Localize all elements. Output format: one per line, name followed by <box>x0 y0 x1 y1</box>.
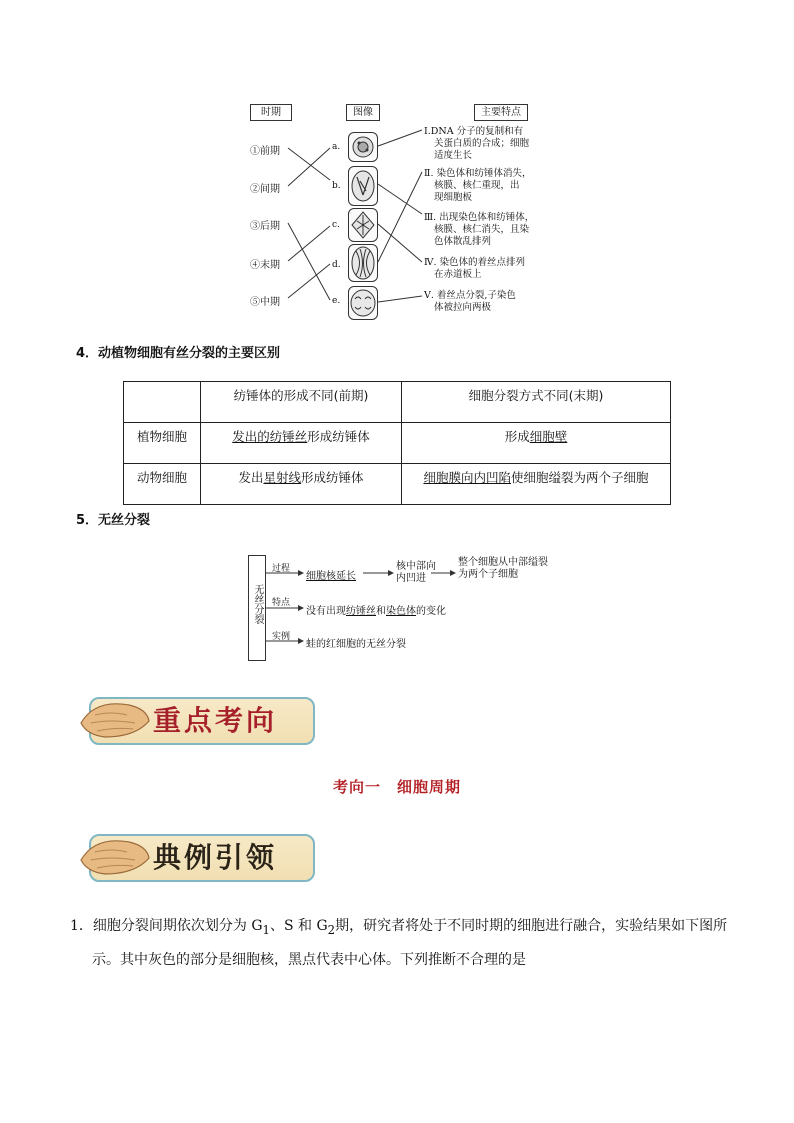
feature-1: Ⅰ.DNA 分子的复制和有 关蛋白质的合成；细胞 适度生长 <box>424 126 530 161</box>
phase-anaphase: ③后期 <box>250 221 280 232</box>
image-letter-d: d. <box>332 260 341 270</box>
feature-text: 没有出现纺锤丝和染色体的变化 <box>306 606 446 617</box>
image-letter-e: e. <box>332 296 341 306</box>
header-period: 时期 <box>250 104 292 121</box>
question-line-1: 1．细胞分裂间期依次划分为 $G_1$、S 和 $G_2$期，研究者将处于不同时期的细胞进行融合，实验结果如下图所 <box>70 918 728 937</box>
amitosis-box: 无丝分裂 <box>248 555 266 661</box>
example-guide-banner <box>75 830 315 882</box>
phase-metaphase: ⑤中期 <box>250 297 280 308</box>
table-header-spindle: 纺锤体的形成不同(前期) <box>201 382 402 423</box>
row-label-plant: 植物细胞 <box>124 423 201 464</box>
process-step-2: 核中部向内凹进 <box>396 561 436 584</box>
question-line-2: 示。其中灰色的部分是细胞核，黑点代表中心体。下列推断不合理的是 <box>92 951 526 968</box>
phase-prophase: ①前期 <box>250 146 280 157</box>
plant-animal-difference-table <box>123 381 671 505</box>
direction-one-title: 考向一 细胞周期 <box>332 778 461 796</box>
process-step-1: 细胞核延长 <box>306 571 356 582</box>
phase-interphase: ②间期 <box>250 184 280 195</box>
plant-division-cell: 形成细胞壁 <box>402 423 671 464</box>
feature-5: Ⅴ. 着丝点分裂,子染色 体被拉向两极 <box>424 290 516 313</box>
example-text: 蛙的红细胞的无丝分裂 <box>306 639 406 650</box>
banner-title-key-direction: 重点考向 <box>153 704 278 737</box>
image-letter-a: a. <box>332 142 341 152</box>
header-image: 图像 <box>346 104 380 121</box>
image-letter-b: b. <box>332 181 341 191</box>
feature-2: Ⅱ. 染色体和纺锤体消失， 核膜、核仁重现，出 现细胞板 <box>424 168 532 203</box>
phase-telophase: ④末期 <box>250 260 280 271</box>
shell-icon <box>75 830 155 882</box>
header-features: 主要特点 <box>474 104 528 121</box>
plant-spindle-cell: 发出的纺锤丝形成纺锤体 <box>201 423 402 464</box>
feature-4: Ⅳ. 染色体的着丝点排列 在赤道板上 <box>424 257 526 280</box>
image-letter-c: c. <box>332 220 340 230</box>
shell-icon <box>75 693 155 745</box>
banner-title-example: 典例引领 <box>153 841 278 874</box>
process-step-3: 整个细胞从中部缢裂为两个子细胞 <box>458 557 548 580</box>
section4-heading: 4．动植物细胞有丝分裂的主要区别 <box>76 346 281 361</box>
process-label: 过程 <box>272 564 291 574</box>
key-direction-banner <box>75 693 315 745</box>
row-label-animal: 动物细胞 <box>124 464 201 505</box>
section5-heading: 5．无丝分裂 <box>76 513 151 528</box>
amitosis-diagram <box>248 553 558 663</box>
example-label: 实例 <box>272 632 291 642</box>
feature-label: 特点 <box>272 598 291 608</box>
phase-matching-figure <box>240 100 560 325</box>
table-corner <box>124 382 201 423</box>
question-1 <box>70 911 730 975</box>
feature-3: Ⅲ. 出现染色体和纺锤体， 核膜、核仁消失，且染 色体散乱排列 <box>424 212 535 247</box>
animal-division-cell: 细胞膜向内凹陷使细胞缢裂为两个子细胞 <box>402 464 671 505</box>
table-header-division: 细胞分裂方式不同(末期) <box>402 382 671 423</box>
animal-spindle-cell: 发出星射线形成纺锤体 <box>201 464 402 505</box>
